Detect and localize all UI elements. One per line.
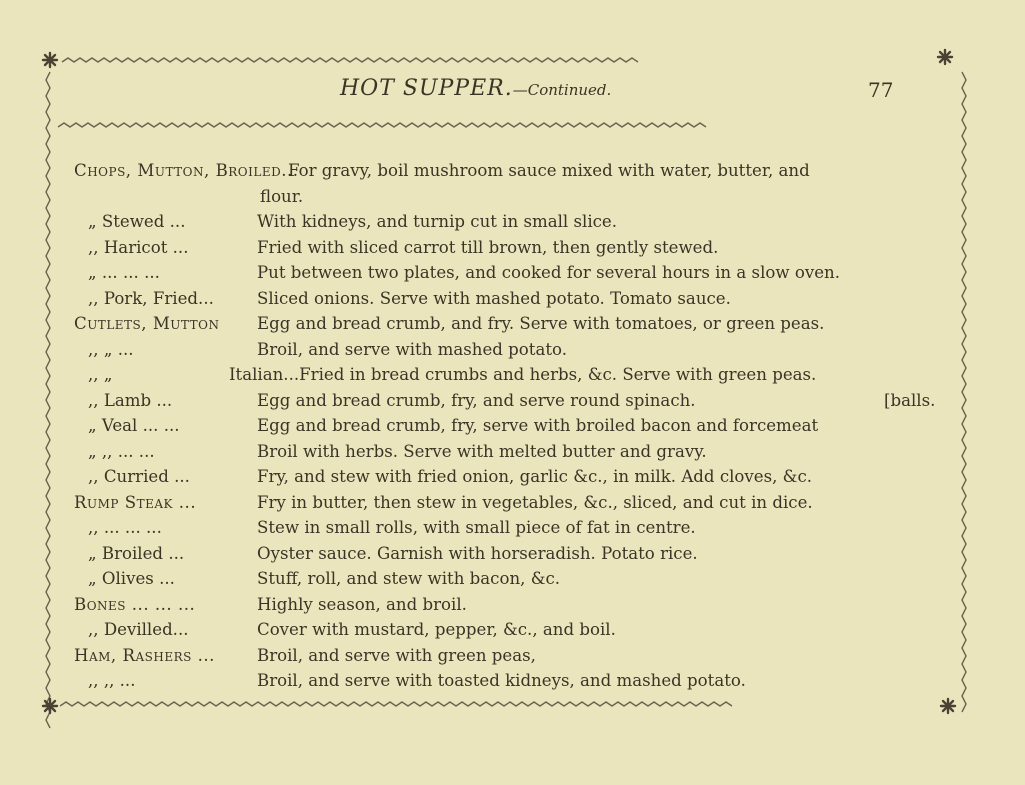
entry-description: Broil, and serve with toasted kidneys, and mashed potato. [257, 671, 746, 690]
entry-label: Rump Steak ... [74, 492, 197, 512]
list-item [74, 286, 954, 312]
entry-label: ,, Curried ... [88, 467, 190, 486]
bottom-rule [60, 702, 732, 706]
list-item [74, 388, 954, 414]
recipe-list [74, 158, 954, 694]
entry-label: Chops, Mutton, Broiled... [74, 161, 299, 180]
entry-label: ,, Devilled... [88, 620, 189, 639]
entry-note: [balls. [884, 390, 936, 410]
header-rule [58, 123, 706, 127]
entry-label: „ Stewed ... [88, 212, 186, 231]
running-title: HOT SUPPER.—Continued. [340, 76, 612, 101]
list-item [74, 490, 954, 516]
entry-description: flour. [260, 186, 304, 206]
list-item [74, 464, 954, 490]
page-header [0, 76, 1025, 106]
list-item [74, 337, 954, 363]
page-number: 77 [868, 78, 894, 102]
entry-description: Sliced onions. Serve with mashed potato. Tomato sauce. [257, 288, 731, 308]
left-side-rule [46, 72, 50, 728]
entry-label: ,, ... ... ... [88, 518, 162, 537]
entry-label: „ ,, ... ... [88, 441, 155, 461]
entry-description: Broil, and serve with green peas, [257, 645, 536, 665]
entry-label: Ham, Rashers ... [74, 645, 215, 665]
entry-description: Egg and bread crumb, fry, and serve round spinach. [257, 390, 696, 410]
entry-description: Cover with mustard, pepper, &c., and boil. [257, 620, 616, 639]
continued-label: —Continued. [512, 81, 612, 99]
entry-description: Stuff, roll, and stew with bacon, &c. [257, 569, 561, 588]
entry-label: ,, Haricot ... [88, 237, 189, 257]
list-item [74, 158, 954, 184]
list-item [74, 235, 954, 261]
corner-ornament-top-right [938, 50, 952, 64]
corner-ornament-bottom-left [43, 699, 57, 713]
list-item [74, 439, 954, 465]
entry-description: Broil, and serve with mashed potato. [257, 339, 567, 359]
entry-label: „ Broiled ... [88, 543, 185, 563]
list-item [74, 362, 954, 388]
list-item [74, 541, 954, 567]
entry-label: „ ... ... ... [88, 263, 160, 282]
entry-label: „ Olives ... [88, 569, 175, 588]
entry-label: Cutlets, Mutton [74, 314, 220, 333]
entry-label: „ Veal ... ... [88, 416, 180, 435]
entry-description: Oyster sauce. Garnish with horseradish. Potato rice. [257, 543, 698, 563]
list-item [74, 260, 954, 286]
top-rule [62, 58, 638, 62]
entry-description: Italian...Fried in bread crumbs and herbs, &c. Serve with green peas. [229, 365, 817, 384]
right-side-rule [962, 72, 966, 712]
entry-description: Egg and bread crumb, fry, serve with broiled bacon and forcemeat [257, 416, 819, 435]
entry-description: Stew in small rolls, with small piece of fat in centre. [257, 518, 696, 537]
entry-description: Fry in butter, then stew in vegetables, &c., sliced, and cut in dice. [257, 492, 813, 512]
corner-ornament-top-left [43, 53, 57, 67]
list-item [74, 668, 954, 694]
entry-label: ,, Pork, Fried... [88, 288, 214, 308]
list-item [74, 515, 954, 541]
list-item [74, 592, 954, 618]
entry-description: For gravy, boil mushroom sauce mixed with water, butter, and [288, 161, 810, 180]
entry-label: ,, „ ... [88, 339, 134, 359]
list-item [74, 413, 954, 439]
list-item [74, 643, 954, 669]
entry-label: ,, „ [88, 365, 113, 384]
corner-ornament-bottom-right [941, 699, 955, 713]
entry-description: Put between two plates, and cooked for several hours in a slow oven. [257, 263, 840, 282]
entry-label: Bones ... ... ... [74, 594, 196, 614]
list-item [74, 311, 954, 337]
entry-description: Egg and bread crumb, and fry. Serve with tomatoes, or green peas. [257, 314, 825, 333]
entry-description: Fry, and stew with fried onion, garlic &c., in milk. Add cloves, &c. [257, 467, 813, 486]
list-item [74, 617, 954, 643]
entry-label: ,, ,, ... [88, 671, 136, 690]
list-item [74, 184, 954, 210]
entry-description: Broil with herbs. Serve with melted butter and gravy. [257, 441, 707, 461]
entry-description: With kidneys, and turnip cut in small slice. [257, 212, 618, 231]
list-item [74, 566, 954, 592]
entry-description: Highly season, and broil. [257, 594, 467, 614]
entry-label: ,, Lamb ... [88, 390, 173, 410]
list-item [74, 209, 954, 235]
entry-description: Fried with sliced carrot till brown, then gently stewed. [257, 237, 719, 257]
